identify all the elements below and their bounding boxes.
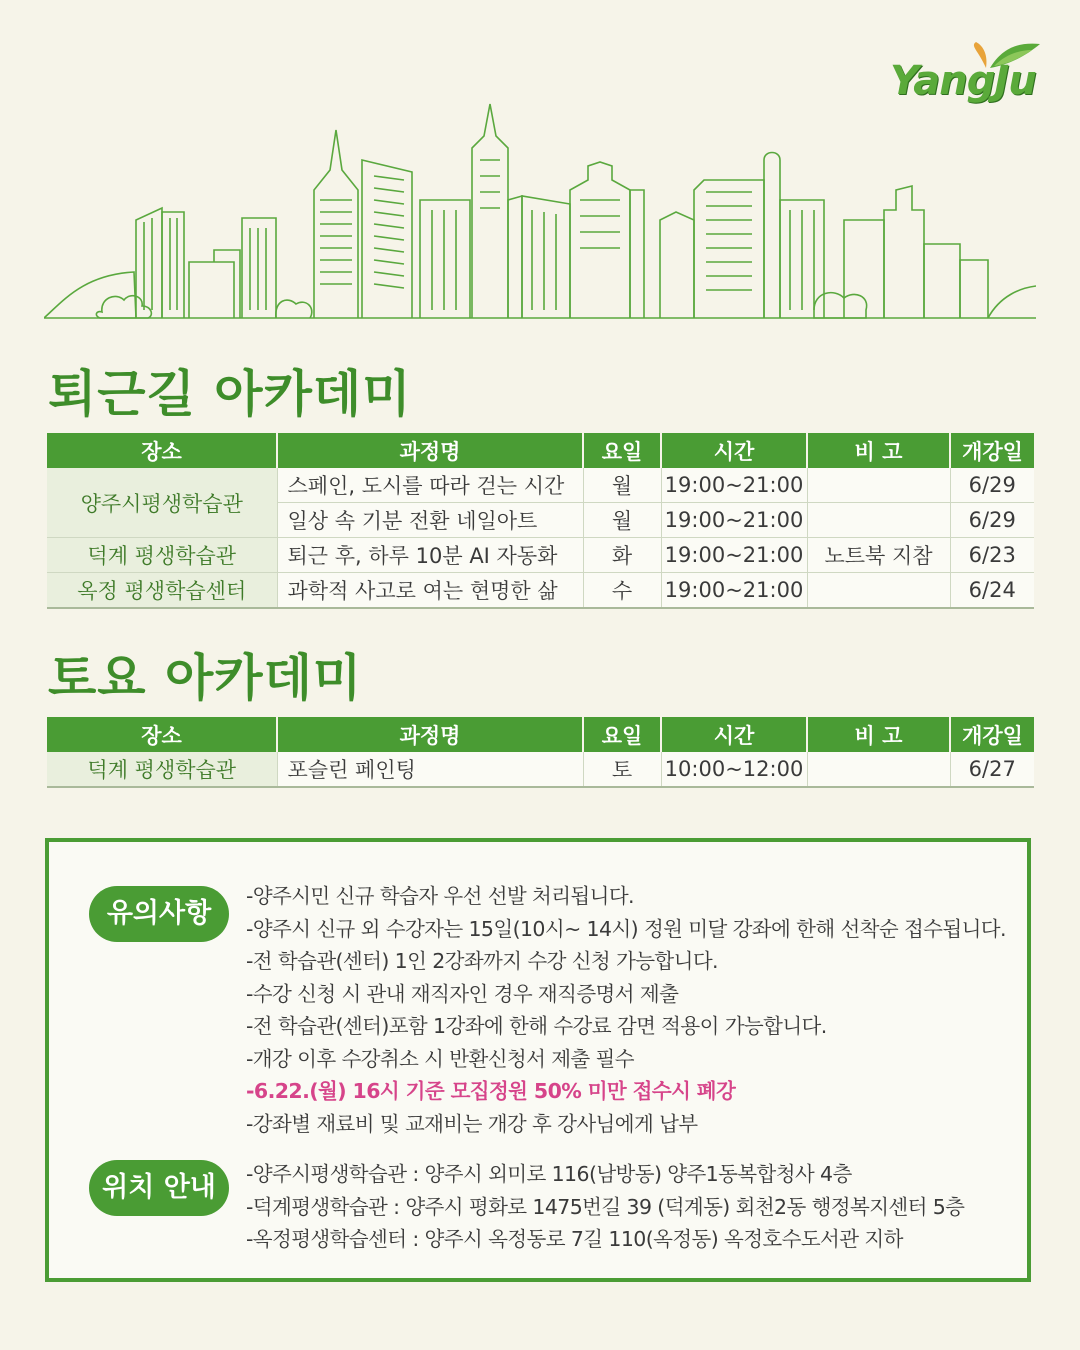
- notice-list: [246, 880, 1006, 1140]
- location-item: -덕계평생학습관 : 양주시 평화로 1475번길 39 (덕계동) 회천2동 행정복지센터 5층: [246, 1194, 965, 1219]
- cell-time: 19:00~21:00: [661, 503, 807, 538]
- location-item: -옥정평생학습센터 : 양주시 옥정동로 7길 110(옥정동) 옥정호수도서관 지하: [246, 1227, 903, 1251]
- cell-course: 일상 속 기분 전환 네일아트: [277, 503, 583, 538]
- section-title-saturday-academy: 토요 아카데미: [48, 649, 363, 707]
- notice-item: -수강 신청 시 관내 재직자인 경우 재직증명서 제출: [246, 981, 679, 1006]
- location-list: [246, 1158, 964, 1256]
- section-title-evening-academy: 퇴근길 아카데미: [48, 365, 412, 423]
- header-day: 요일: [583, 433, 661, 468]
- evening-academy-table: [47, 433, 1034, 609]
- notice-item: -강좌별 재료비 및 교재비는 개강 후 강사님에게 납부: [246, 1111, 698, 1136]
- notice-item: -개강 이후 수강취소 시 반환신청서 제출 필수: [246, 1046, 634, 1071]
- cell-place: 덕계 평생학습관: [47, 752, 277, 787]
- notice-item: -양주시 신규 외 수강자는 15일(10시~ 14시) 정원 미달 강좌에 한해 선착순 접수됩니다.: [246, 916, 1006, 941]
- header-time: 시간: [661, 433, 807, 468]
- cell-note: 노트북 지참: [807, 538, 950, 573]
- cell-note: [807, 752, 950, 787]
- header-time: 시간: [661, 717, 807, 752]
- cell-course: 과학적 사고로 여는 현명한 삶: [277, 573, 583, 609]
- header-note: 비 고: [807, 433, 950, 468]
- cell-time: 10:00~12:00: [661, 752, 807, 787]
- cell-day: 화: [583, 538, 661, 573]
- location-label-pill: 위치 안내: [89, 1160, 229, 1216]
- notice-item: -양주시민 신규 학습자 우선 선발 처리됩니다.: [246, 884, 634, 908]
- header-place: 장소: [47, 717, 277, 752]
- cell-start: 6/29: [950, 503, 1034, 538]
- table-row: [47, 468, 1034, 503]
- location-item: -양주시평생학습관 : 양주시 외미로 116(남방동) 양주1동복합청사 4층: [246, 1162, 852, 1186]
- header-course: 과정명: [277, 717, 583, 752]
- notice-box: [45, 838, 1031, 1282]
- notice-item: -전 학습관(센터)포함 1강좌에 한해 수강료 감면 적용이 가능합니다.: [246, 1014, 827, 1038]
- table-row: [47, 573, 1034, 609]
- table-row: [47, 538, 1034, 573]
- cell-day: 토: [583, 752, 661, 787]
- cell-start: 6/23: [950, 538, 1034, 573]
- cell-note: [807, 468, 950, 503]
- header-start: 개강일: [950, 717, 1034, 752]
- cell-start: 6/24: [950, 573, 1034, 609]
- cell-time: 19:00~21:00: [661, 538, 807, 573]
- logo-text: YangJu: [890, 58, 1036, 104]
- cell-note: [807, 503, 950, 538]
- header-course: 과정명: [277, 433, 583, 468]
- notice-item-cancellation: -6.22.(월) 16시 기준 모집정원 50% 미만 접수시 폐강: [246, 1079, 736, 1103]
- table-header-row: [47, 717, 1034, 752]
- cell-note: [807, 573, 950, 609]
- table-row: [47, 752, 1034, 787]
- cell-place: 옥정 평생학습센터: [47, 573, 277, 609]
- cell-course: 퇴근 후, 하루 10분 AI 자동화: [277, 538, 583, 573]
- cell-place: 덕계 평생학습관: [47, 538, 277, 573]
- cell-day: 수: [583, 573, 661, 609]
- notice-label-pill: 유의사항: [89, 886, 229, 942]
- cell-time: 19:00~21:00: [661, 573, 807, 609]
- header-place: 장소: [47, 433, 277, 468]
- notice-item: -전 학습관(센터) 1인 2강좌까지 수강 신청 가능합니다.: [246, 949, 718, 973]
- header-day: 요일: [583, 717, 661, 752]
- header-note: 비 고: [807, 717, 950, 752]
- cell-day: 월: [583, 503, 661, 538]
- table-header-row: [47, 433, 1034, 468]
- cell-start: 6/27: [950, 752, 1034, 787]
- cell-day: 월: [583, 468, 661, 503]
- cell-place: 양주시평생학습관: [47, 468, 277, 538]
- cell-start: 6/29: [950, 468, 1034, 503]
- city-skyline-illustration: [44, 100, 1036, 322]
- cell-course: 포슬린 페인팅: [277, 752, 583, 787]
- header-start: 개강일: [950, 433, 1034, 468]
- saturday-academy-table: [47, 717, 1034, 788]
- cell-time: 19:00~21:00: [661, 468, 807, 503]
- cell-course: 스페인, 도시를 따라 걷는 시간: [277, 468, 583, 503]
